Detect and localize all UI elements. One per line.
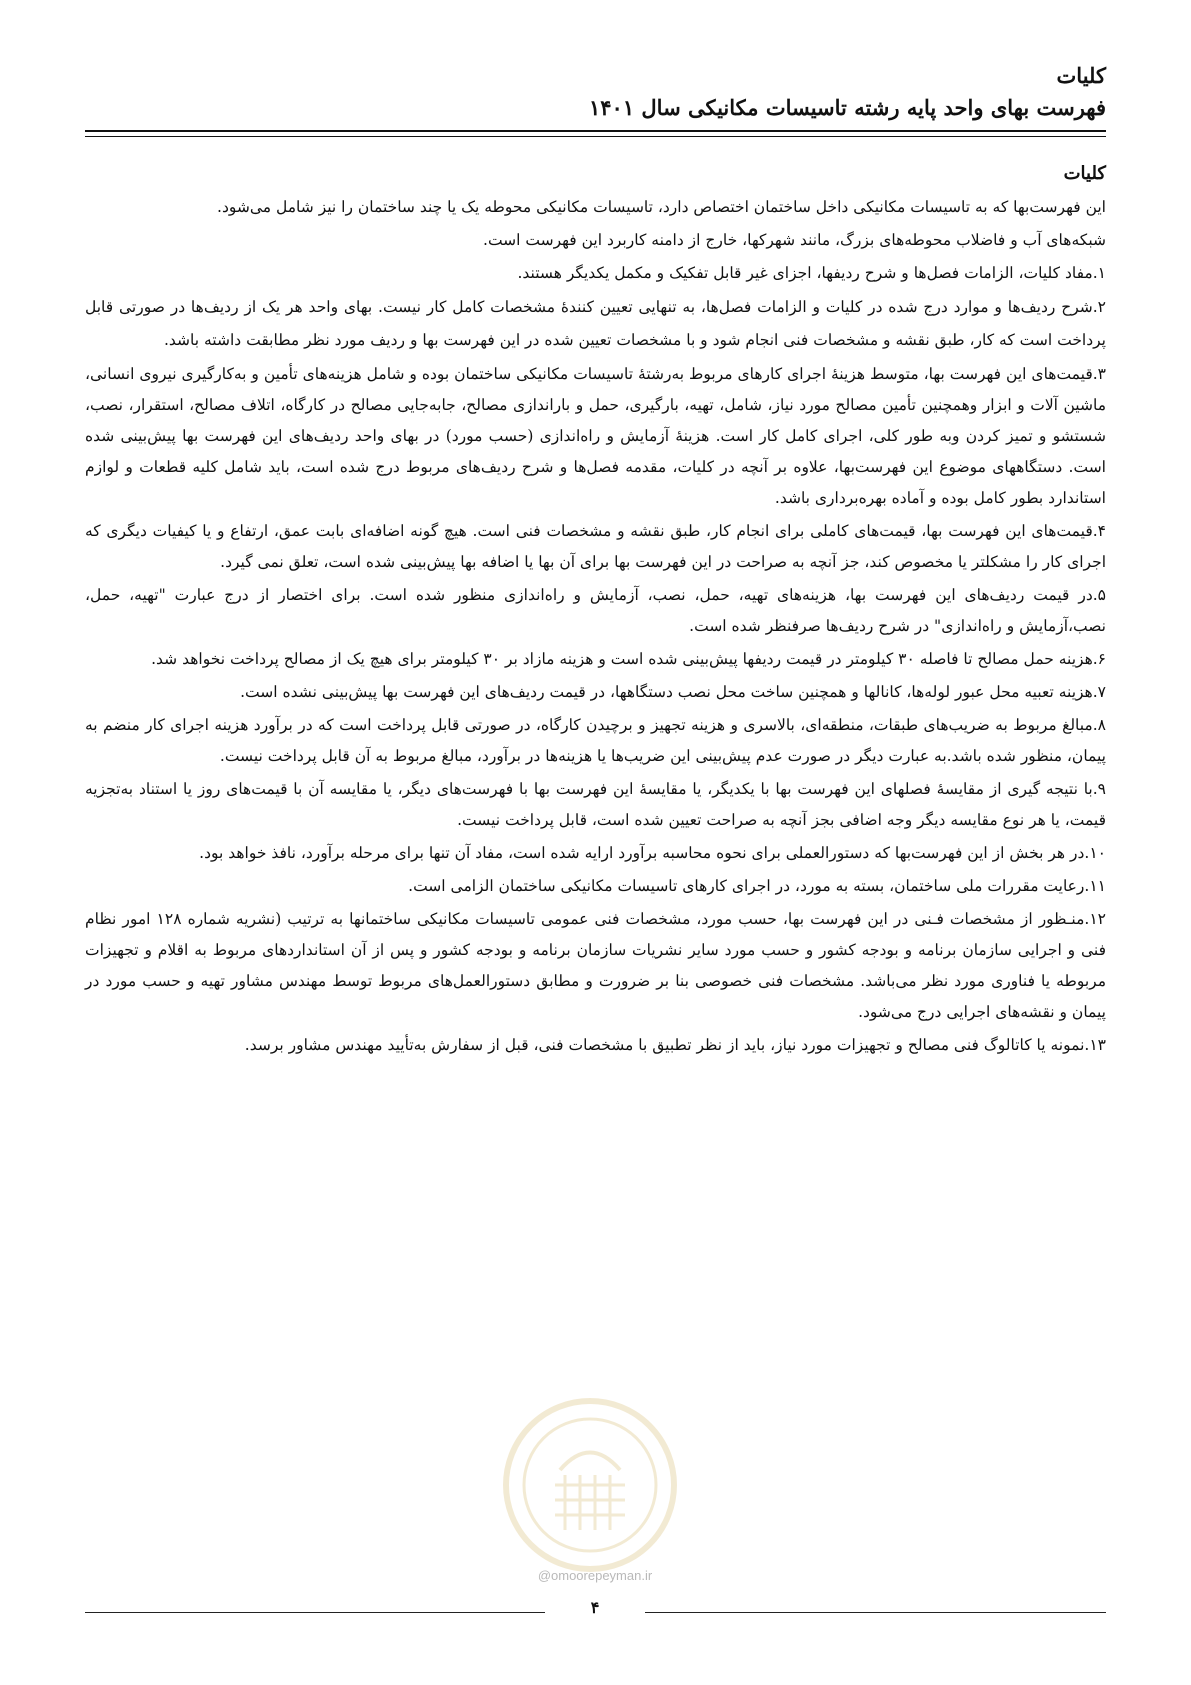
clause-3: ۳.قیمت‌های این فهرست بها، متوسط هزینهٔ اجرای کارهای مربوط به‌رشتهٔ تاسیسات مکانیکی ساختمان بوده و شامل هزینه‌های تأمین و به‌کارگیری نیروی انسانی، ماشین آلات و ابزار وهمچنین تأمین مصالح مورد نیاز، شامل، تهیه، بارگیری، حمل و باراندازی مصالح، جابه‌جایی مصالح در کارگاه، اتلاف مصالح، استقرار، نصب، شستشو و تمیز کردن وبه طور کلی، اجرای کامل کار است. هزینهٔ آزمایش و راه‌اندازی (حسب مورد) در بهای واحد ردیف‌های این فهرست بها پیش‌بینی شده است. دستگاههای موضوع این فهرست‌بها، علاوه بر آنچه در کلیات، مقدمه فصل‌ها و شرح ردیف‌های مربوط درج شده است، باید شامل کلیه قطعات و لوازم استاندارد بطور کامل بوده و آماده بهره‌برداری باشد. [85,365,1106,507]
document-body [85,158,1106,1063]
header-rule-thin [85,136,1106,137]
clause-6: ۶.هزینه حمل مصالح تا فاصله ۳۰ کیلومتر در قیمت ردیفها پیش‌بینی شده است و هزینه مازاد بر ۳۰ کیلومتر برای هیچ یک از مصالح پرداخت نخواهد شد. [151,650,1106,668]
page-header [85,60,1106,124]
clause-9: ۹.با نتیجه گیری از مقایسهٔ فصلهای این فهرست بها با یکدیگر، یا مقایسهٔ این فهرست بها با فهرست‌های دیگر، یا مقایسه آن با قیمت‌های روز یا استناد به‌تجزیه قیمت، یا هر نوع مقایسه دیگر وجه اضافی بجز آنچه به صراحت تعیین شده است، قابل پرداخت نیست. [85,780,1106,829]
watermark-site-text: @omoorepeyman.ir [537,1568,653,1583]
header-subtitle: فهرست بهای واحد پایه رشته تاسیسات مکانیکی سال ۱۴۰۱ [588,95,1106,120]
clause-13: ۱۳.نمونه یا کاتالوگ فنی مصالح و تجهیزات مورد نیاز، باید از نظر تطبیق با مشخصات فنی، قبل از سفارش به‌تأیید مهندس مشاور برسد. [244,1036,1106,1054]
clause-7: ۷.هزینه تعبیه محل عبور لوله‌ها، کانالها و همچنین ساخت محل نصب دستگاهها، در قیمت ردیف‌های این فهرست بها پیش‌بینی نشده است. [240,683,1106,701]
clause-11: ۱۱.رعایت مقررات ملی ساختمان، بسته به مورد، در اجرای کارهای تاسیسات مکانیکی ساختمان الزامی است. [408,877,1106,895]
clause-2: ۲.شرح ردیف‌ها و موارد درج شده در کلیات و الزامات فصل‌ها، به تنهایی تعیین کنندهٔ مشخصات کامل کار نیست. بهای واحد هر یک از ردیف‌ها در صورتی قابل پرداخت است که کار، طبق نقشه و مشخصات فنی انجام شود و با مشخصات تعیین شده در این فهرست بها و ردیف مورد نظر مطابقت داشته باشد. [85,298,1106,349]
intro-paragraph-1: این فهرست‌بها که به تاسیسات مکانیکی داخل ساختمان اختصاص دارد، تاسیسات مکانیکی محوطه یک یا چند ساختمان را نیز شامل می‌شود. [217,198,1106,216]
footer-rule-right [645,1612,1106,1613]
footer-rule-left [85,1612,545,1613]
clause-10: ۱۰.در هر بخش از این فهرست‌بها که دستورالعملی برای نحوه محاسبه برآورد ارایه شده است، مفاد آن تنها برای مرحله برآورد، نافذ خواهد بود. [199,844,1106,862]
clause-1: ۱.مفاد کلیات، الزامات فصل‌ها و شرح ردیفها، اجزای غیر قابل تفکیک و مکمل یکدیگر هستند. [517,264,1106,282]
clause-5: ۵.در قیمت ردیف‌های این فهرست بها، هزینه‌های تهیه، حمل، نصب، آزمایش و راه‌اندازی منظور شده است. برای اختصار از درج عبارت "تهیه، حمل، نصب،آزمایش و راه‌اندازی" در شرح ردیف‌ها صرفنظر شده است. [85,586,1106,635]
watermark-seal-icon [500,1395,680,1575]
intro-paragraph-2: شبکه‌های آب و فاضلاب محوطه‌های بزرگ، مانند شهرکها، خارج از دامنه کاربرد این فهرست است. [483,231,1106,249]
clause-8: ۸.مبالغ مربوط به ضریب‌های طبقات، منطقه‌ای، بالاسری و هزینه تجهیز و برچیدن کارگاه، در صورتی قابل پرداخت است که در برآورد هزینه اجرای کار منضم به پیمان، منظور شده باشد.به عبارت دیگر در صورت عدم پیش‌بینی این ضریب‌ها یا هزینه‌ها در برآورد، مبالغ مربوط به آن قابل پرداخت نیست. [85,716,1106,765]
page-number: ۴ [590,1598,600,1617]
clause-12: ۱۲.منـظور از مشخصات فـنی در این فهرست بها، حسب مورد، مشخصات فنی عمومی تاسیسات مکانیکی ساختمانها به ترتیب (نشریه شماره ۱۲۸ امور نظام فنی و اجرایی سازمان برنامه و بودجه کشور و حسب مورد سایر نشریات سازمان برنامه و بودجه کشور و پس از آن استانداردهای مربوط به اقلام و تجهیزات مربوطه یا فناوری مورد نظر می‌باشد. مشخصات فنی خصوصی بنا بر ضرورت و مطابق دستورالعمل‌های مربوط توسط مهندس مشاور تهیه و حسب مورد در پیمان و نقشه‌های اجرایی درج می‌شود. [85,910,1106,1021]
section-heading: کلیات [1063,163,1106,184]
clause-4: ۴.قیمت‌های این فهرست بها، قیمت‌های کاملی برای انجام کار، طبق نقشه و مشخصات فنی است. هیچ گونه اضافه‌ای بابت عمق، ارتفاع و یا کیفیات دیگری که اجرای کار را مشکلتر یا مخصوص کند، جز آنچه به صراحت در این فهرست بها برای آن بها یا اضافه بها پیش‌بینی شده است، تعلق نمی گیرد. [85,522,1106,571]
header-title: کلیات [1056,63,1106,88]
header-rule-thick [85,130,1106,132]
